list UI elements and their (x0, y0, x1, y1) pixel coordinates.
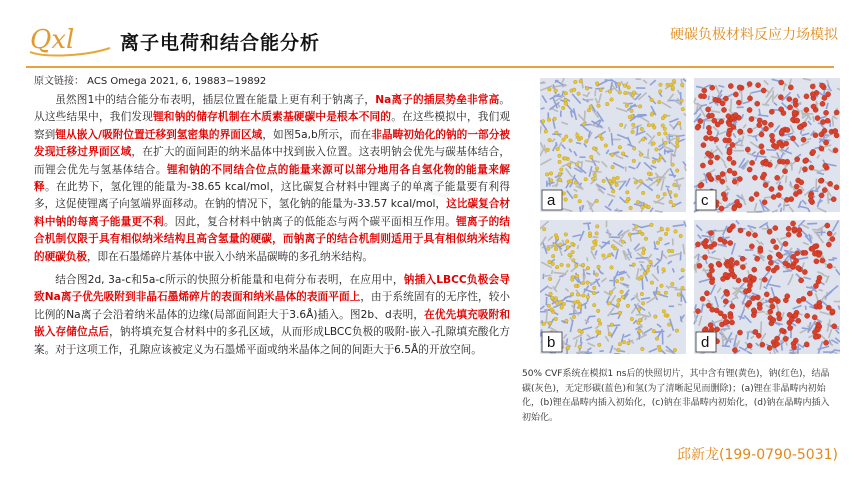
contact-info: 邱新龙(199-0790-5031) (676, 447, 838, 463)
body-segment: 虽然图1中的结合能分布表明，插层位置在能量上更有利于钠离子， (55, 94, 376, 106)
paragraph-2 (34, 272, 510, 359)
body-segment: ，在扩大的面间距的纳米晶体中找到嵌入位置。这表明钠会优先与碳基体结合，而锂会优先与氢基体结合。 (34, 146, 511, 176)
panel-label: a (547, 192, 556, 209)
logo-text: Qxl (30, 25, 75, 55)
panel-label: b (547, 334, 556, 351)
highlight-text: 锂和钠的储存机制在木质素基硬碳中是根本不同的 (153, 111, 392, 124)
body-segment: ，由于系统固有的无序性，较小比例的Na离子会沿着纳米晶体的边缘(局部面间距大于3.6Å)插入。图2b、d表明， (34, 291, 511, 321)
body-segment: 结合图2d, 3a-c和5a-c所示的快照分析能量和电荷分布表明，在应用中， (55, 274, 404, 287)
page-subtitle: 硬碳负极材料反应力场模拟 (670, 27, 838, 43)
body-segment: 。从这些结果中，我们发现 (34, 94, 510, 124)
simulation-snapshot-figure (540, 78, 840, 354)
snapshot-panel-c (694, 78, 840, 212)
body-segment: ，钠将填充复合材料中的多孔区域，从而形成LBCC负极的吸附-嵌入-孔隙填充酸化方案。对于这项工作，孔隙应该被定义为石墨烯平面或纳米晶体之间的间距大于6.5Å的开放空间。 (34, 326, 510, 356)
body-segment: ，即在石墨烯碎片基体中嵌入小纳米晶碳畴的多孔纳米结构。 (86, 250, 373, 263)
body-segment: 。在此势下，氢化锂的能量为-38.65 kcal/mol，这比碳复合材料中锂离子的单离子能量要有利得多，这促使锂离子向氢端界面移动。在钠的情况下，氢化钠的能量为-33.57 kcal/mol， (34, 181, 510, 211)
highlight-text: 锂从嵌入/吸附位置迁移到氢密集的界面区域 (55, 128, 263, 141)
page-title: 离子电荷和结合能分析 (120, 32, 321, 54)
snapshot-panel-b (540, 220, 686, 354)
logo (26, 22, 112, 60)
snapshot-panel-d (694, 220, 840, 354)
body-segment: 。因此，复合材料中钠离子的低能态与两个碳平面相互作用。 (163, 215, 457, 228)
body-segment: 。在这些模拟中，我们观察到 (34, 111, 511, 141)
panel-label: c (701, 192, 709, 209)
source-link: 原文链接： ACS Omega 2021, 6, 19883−19892 (34, 76, 267, 87)
snapshot-panel-a (540, 78, 686, 212)
highlight-text: 在优先填充吸附和嵌入存储位点后 (34, 308, 510, 339)
body-text (34, 92, 510, 359)
highlight-text: Na离子的插层势垒非常高 (375, 94, 500, 106)
panel-label: d (701, 334, 710, 351)
body-segment: ，如图5a,b所示，而在 (262, 128, 372, 141)
highlight-text: 锂离子的结合机制仅限于具有相似纳米结构且高含氢量的硬碳，而钠离子的结合机制则适用于具有相似纳米结构的硬碳负极 (34, 215, 511, 263)
highlight-text: 锂和钠的不同结合位点的能量来源可以部分地用各自氢化物的能量来解释 (34, 163, 511, 194)
header-divider (26, 66, 834, 68)
highlight-text: 这比碳复合材料中钠的每离子能量更不利 (34, 198, 511, 228)
figure-caption: 50% CVF系统在模拟1 ns后的快照切片，其中含有锂(黄色)，钠(红色)，结晶碳(灰色)，无定形碳(蓝色)和氢(为了清晰起见而删除)；(a)锂在非晶畴内初始化，(b)锂在晶畴内插入初始化，(c)钠在非晶畴内初始化，(d)钠在晶畴内插入初始化。 (522, 369, 830, 423)
highlight-text: 钠插入LBCC负极会导致Na离子优先吸附到非晶石墨烯碎片的表面和纳米晶体的表面平面上 (34, 274, 510, 304)
highlight-text: 非晶畴初始化的钠的一部分被发现迁移过界面区域 (34, 128, 511, 159)
paragraph-1 (34, 92, 510, 266)
